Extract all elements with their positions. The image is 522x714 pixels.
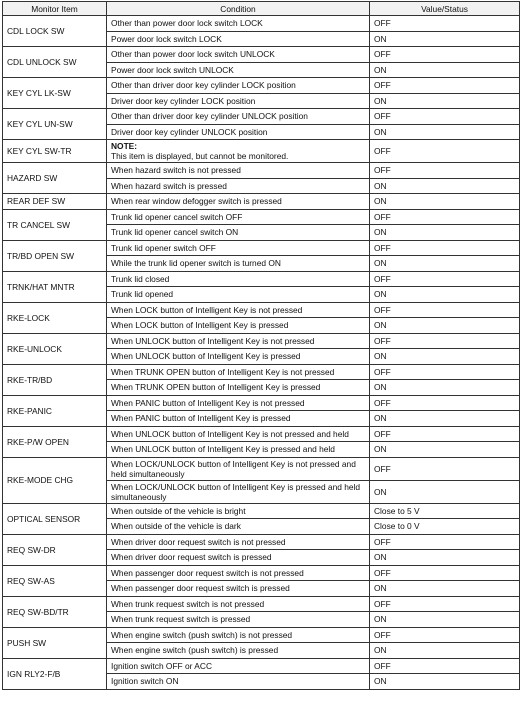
monitor-item-cell: RKE-MODE CHG <box>3 457 107 503</box>
table-row <box>3 78 520 94</box>
condition-cell: When UNLOCK button of Intelligent Key is not pressed and held <box>107 426 370 442</box>
value-status-cell: ON <box>370 581 520 597</box>
value-status-cell: OFF <box>370 596 520 612</box>
condition-cell: When hazard switch is pressed <box>107 178 370 194</box>
condition-cell: Trunk lid opener cancel switch OFF <box>107 209 370 225</box>
table-row <box>3 333 520 349</box>
value-status-cell: ON <box>370 124 520 140</box>
value-status-cell: ON <box>370 31 520 47</box>
value-status-cell: ON <box>370 287 520 303</box>
header-condition: Condition <box>107 2 370 16</box>
value-status-cell: OFF <box>370 209 520 225</box>
condition-cell: When rear window defogger switch is pressed <box>107 194 370 210</box>
condition-cell: Ignition switch ON <box>107 674 370 690</box>
value-status-cell: OFF <box>370 534 520 550</box>
condition-cell: Trunk lid closed <box>107 271 370 287</box>
table-row <box>3 627 520 643</box>
monitor-item-cell: RKE-LOCK <box>3 302 107 333</box>
value-status-cell: ON <box>370 62 520 78</box>
value-status-cell: ON <box>370 93 520 109</box>
value-status-cell: Close to 5 V <box>370 503 520 519</box>
table-row <box>3 271 520 287</box>
table-row <box>3 364 520 380</box>
table-row <box>3 47 520 63</box>
condition-cell: Power door lock switch LOCK <box>107 31 370 47</box>
monitor-item-table <box>2 1 520 690</box>
monitor-item-cell: PUSH SW <box>3 627 107 658</box>
value-status-cell: OFF <box>370 240 520 256</box>
table-row <box>3 503 520 519</box>
value-status-cell: OFF <box>370 271 520 287</box>
value-status-cell: OFF <box>370 78 520 94</box>
value-status-cell: OFF <box>370 16 520 32</box>
value-status-cell: OFF <box>370 627 520 643</box>
condition-cell: When outside of the vehicle is bright <box>107 503 370 519</box>
condition-cell: While the trunk lid opener switch is turned ON <box>107 256 370 272</box>
value-status-cell: Close to 0 V <box>370 519 520 535</box>
table-row <box>3 395 520 411</box>
value-status-cell: ON <box>370 318 520 334</box>
condition-cell: When engine switch (push switch) is not pressed <box>107 627 370 643</box>
condition-cell: Trunk lid opener switch OFF <box>107 240 370 256</box>
table-row <box>3 194 520 210</box>
condition-cell: When engine switch (push switch) is pressed <box>107 643 370 659</box>
monitor-item-cell: KEY CYL SW-TR <box>3 140 107 163</box>
value-status-cell: OFF <box>370 163 520 179</box>
note-label: NOTE: <box>111 141 138 151</box>
monitor-item-cell: REQ SW-AS <box>3 565 107 596</box>
condition-cell <box>107 140 370 163</box>
condition-cell: When LOCK/UNLOCK button of Intelligent Key is not pressed and held simultaneously <box>107 457 370 480</box>
condition-cell: When LOCK button of Intelligent Key is not pressed <box>107 302 370 318</box>
condition-cell: Power door lock switch UNLOCK <box>107 62 370 78</box>
value-status-cell: OFF <box>370 47 520 63</box>
value-status-cell: OFF <box>370 426 520 442</box>
value-status-cell: OFF <box>370 395 520 411</box>
value-status-cell: ON <box>370 674 520 690</box>
table-row <box>3 534 520 550</box>
value-status-cell: ON <box>370 225 520 241</box>
condition-cell: When LOCK button of Intelligent Key is pressed <box>107 318 370 334</box>
table-row <box>3 163 520 179</box>
table-body <box>3 16 520 690</box>
condition-cell: When PANIC button of Intelligent Key is not pressed <box>107 395 370 411</box>
condition-cell: When passenger door request switch is not pressed <box>107 565 370 581</box>
condition-cell: When LOCK/UNLOCK button of Intelligent Key is pressed and held simultaneously <box>107 480 370 503</box>
condition-cell: Trunk lid opened <box>107 287 370 303</box>
header-value-status: Value/Status <box>370 2 520 16</box>
monitor-table-container <box>2 1 519 690</box>
table-row <box>3 658 520 674</box>
condition-cell: When outside of the vehicle is dark <box>107 519 370 535</box>
header-monitor-item: Monitor Item <box>3 2 107 16</box>
monitor-item-cell: KEY CYL LK-SW <box>3 78 107 109</box>
value-status-cell: OFF <box>370 457 520 480</box>
condition-cell: When driver door request switch is not pressed <box>107 534 370 550</box>
value-status-cell: ON <box>370 550 520 566</box>
value-status-cell: OFF <box>370 364 520 380</box>
monitor-item-cell: HAZARD SW <box>3 163 107 194</box>
table-row <box>3 209 520 225</box>
table-row <box>3 240 520 256</box>
value-status-cell: ON <box>370 380 520 396</box>
condition-cell: Driver door key cylinder LOCK position <box>107 93 370 109</box>
monitor-item-cell: TR CANCEL SW <box>3 209 107 240</box>
table-row <box>3 596 520 612</box>
condition-cell: When UNLOCK button of Intelligent Key is not pressed <box>107 333 370 349</box>
monitor-item-cell: KEY CYL UN-SW <box>3 109 107 140</box>
value-status-cell: ON <box>370 256 520 272</box>
condition-cell: When UNLOCK button of Intelligent Key is pressed and held <box>107 442 370 458</box>
condition-cell: Driver door key cylinder UNLOCK position <box>107 124 370 140</box>
monitor-item-cell: RKE-PANIC <box>3 395 107 426</box>
table-row <box>3 426 520 442</box>
value-status-cell: ON <box>370 178 520 194</box>
monitor-item-cell: RKE-TR/BD <box>3 364 107 395</box>
table-header-row <box>3 2 520 16</box>
table-row <box>3 457 520 480</box>
value-status-cell: OFF <box>370 302 520 318</box>
monitor-item-cell: REQ SW-BD/TR <box>3 596 107 627</box>
value-status-cell: ON <box>370 411 520 427</box>
table-row <box>3 140 520 163</box>
condition-cell: When hazard switch is not pressed <box>107 163 370 179</box>
value-status-cell: ON <box>370 442 520 458</box>
monitor-item-cell: OPTICAL SENSOR <box>3 503 107 534</box>
monitor-item-cell: REAR DEF SW <box>3 194 107 210</box>
condition-cell: Other than power door lock switch UNLOCK <box>107 47 370 63</box>
monitor-item-cell: RKE-UNLOCK <box>3 333 107 364</box>
value-status-cell: ON <box>370 480 520 503</box>
condition-cell: Other than driver door key cylinder LOCK position <box>107 78 370 94</box>
condition-cell: Ignition switch OFF or ACC <box>107 658 370 674</box>
note-text: This item is displayed, but cannot be monitored. <box>111 151 289 161</box>
value-status-cell: ON <box>370 349 520 365</box>
value-status-cell: ON <box>370 643 520 659</box>
table-row <box>3 16 520 32</box>
condition-cell: When PANIC button of Intelligent Key is pressed <box>107 411 370 427</box>
table-row <box>3 109 520 125</box>
condition-cell: When TRUNK OPEN button of Intelligent Key is not pressed <box>107 364 370 380</box>
condition-cell: When TRUNK OPEN button of Intelligent Key is pressed <box>107 380 370 396</box>
monitor-item-cell: RKE-P/W OPEN <box>3 426 107 457</box>
value-status-cell: ON <box>370 194 520 210</box>
condition-cell: Other than driver door key cylinder UNLOCK position <box>107 109 370 125</box>
value-status-cell: OFF <box>370 140 520 163</box>
value-status-cell: OFF <box>370 658 520 674</box>
monitor-item-cell: IGN RLY2-F/B <box>3 658 107 689</box>
monitor-item-cell: CDL UNLOCK SW <box>3 47 107 78</box>
condition-cell: Trunk lid opener cancel switch ON <box>107 225 370 241</box>
value-status-cell: OFF <box>370 565 520 581</box>
condition-cell: When trunk request switch is pressed <box>107 612 370 628</box>
condition-cell: When trunk request switch is not pressed <box>107 596 370 612</box>
condition-cell: When passenger door request switch is pressed <box>107 581 370 597</box>
table-row <box>3 302 520 318</box>
condition-cell: Other than power door lock switch LOCK <box>107 16 370 32</box>
value-status-cell: OFF <box>370 333 520 349</box>
monitor-item-cell: CDL LOCK SW <box>3 16 107 47</box>
value-status-cell: OFF <box>370 109 520 125</box>
monitor-item-cell: REQ SW-DR <box>3 534 107 565</box>
monitor-item-cell: TRNK/HAT MNTR <box>3 271 107 302</box>
monitor-item-cell: TR/BD OPEN SW <box>3 240 107 271</box>
condition-cell: When driver door request switch is pressed <box>107 550 370 566</box>
condition-cell: When UNLOCK button of Intelligent Key is pressed <box>107 349 370 365</box>
table-row <box>3 565 520 581</box>
value-status-cell: ON <box>370 612 520 628</box>
